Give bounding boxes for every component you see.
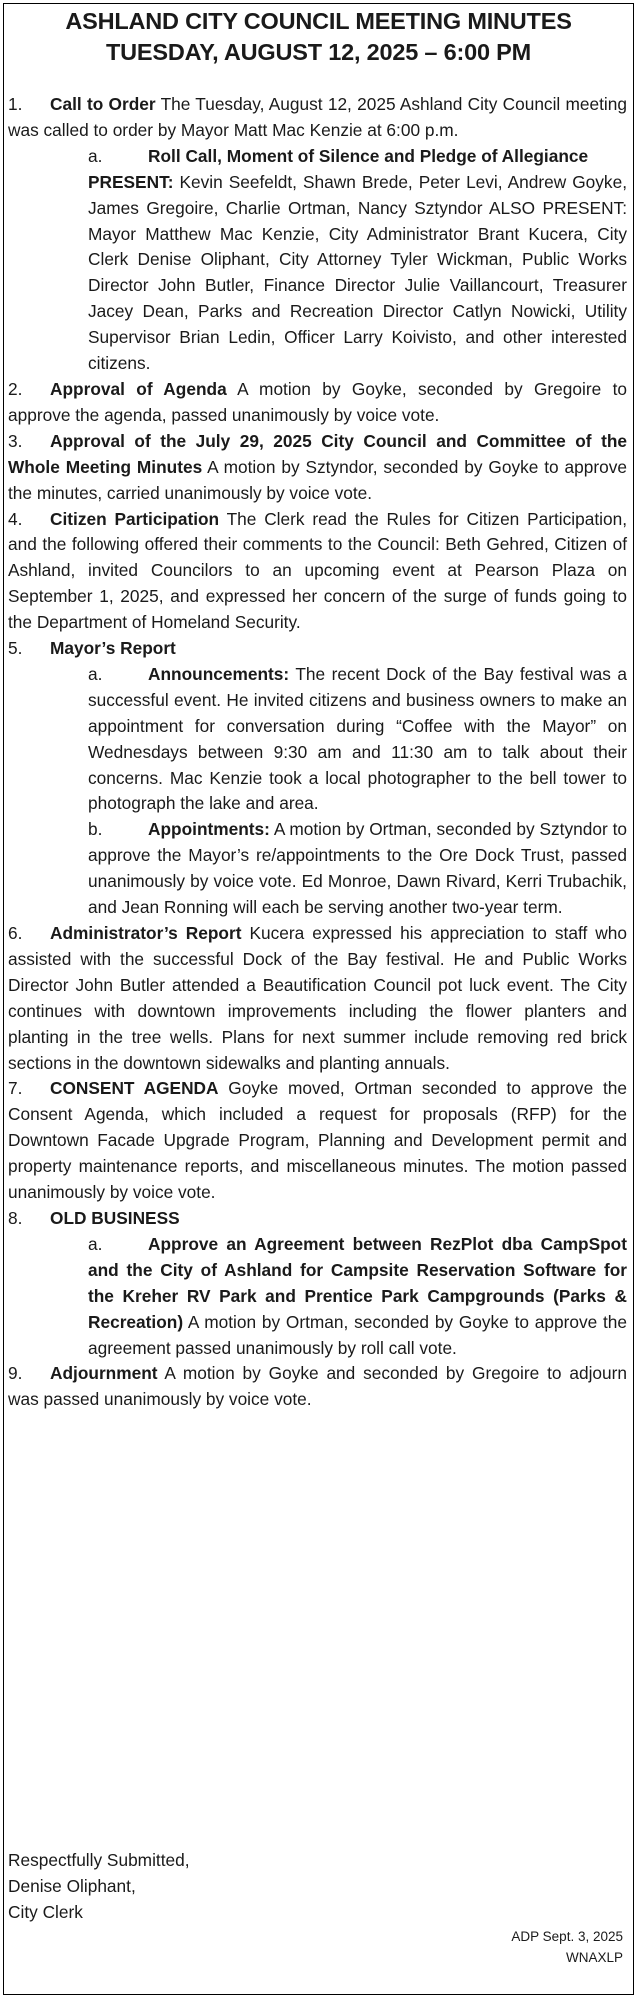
signature-line-1: Respectfully Submitted, [8,1850,190,1870]
signature-line-2: Denise Oliphant, [8,1875,136,1896]
item-citizen-participation: 4. Citizen Participation The Clerk read the Rules for Citizen Participation, and the following offered their comments to the Council: Beth Gehred, Citizen of Ashland, invited Councilors to an upcoming event at Pearson Plaza on September 1, 2025, and expressed her concern of the surge of funds going to the Department of Homeland Security. [8,508,627,633]
title-line-1: ASHLAND CITY COUNCIL MEETING MINUTES [65,8,572,34]
minutes-body [8,92,627,1413]
item-approval-minutes: 3. Approval of the July 29, 2025 City Council and Committee of the Whole Meeting Minutes A motion by Sztyndor, seconded by Goyke to approve the minutes, carried unanimously by voice vote. [8,430,627,503]
footer-line-2: WNAXLP [565,1950,623,1965]
signature-line-3: City Clerk [8,1901,83,1922]
notice-frame [3,3,634,1995]
title-line-2: TUESDAY, AUGUST 12, 2025 – 6:00 PM [105,39,532,65]
item-adjournment: 9. Adjournment A motion by Goyke and seconded by Gregoire to adjourn was passed unanimously by voice vote. [8,1363,627,1410]
footer-line-1: ADP Sept. 3, 2025 [511,1929,623,1944]
signature-block [8,1848,190,1926]
item-approval-agenda: 2. Approval of Agenda A motion by Goyke, seconded by Gregoire to approve the agenda, passed unanimously by voice vote. [8,378,627,425]
item-appointments: b. Appointments: A motion by Ortman, seconded by Sztyndor to approve the Mayor’s re/appointments to the Ore Dock Trust, passed unanimously by voice vote. Ed Monroe, Dawn Rivard, Kerri Trubachik, and Jean Ronning will each be serving another two-year term. [88,819,627,918]
item-administrators-report: 6. Administrator’s Report Kucera expressed his appreciation to staff who assisted with the successful Dock of the Bay festival. He and Public Works Director John Butler attended a Beautification Council pot luck event. The City continues with downtown improvements including the flower planters and planting in the tree wells. Plans for next summer include removing red brick sections in the downtown sidewalks and planting annuals. [8,923,627,1073]
item-mayors-report: 5. Mayor’s Report [8,638,176,659]
item-old-business: 8. OLD BUSINESS [8,1207,180,1228]
item-consent-agenda: 7. CONSENT AGENDA Goyke moved, Ortman seconded to approve the Consent Agenda, which included a request for proposals (RFP) for the Downtown Facade Upgrade Program, Planning and Development permit and property maintenance reports, and miscellaneous minutes. The motion passed unanimously by voice vote. [8,1078,627,1203]
item-roll-call: a. Roll Call, Moment of Silence and Pledge of Allegiance PRESENT: Kevin Seefeldt, Shawn Brede, Peter Levi, Andrew Goyke, James Gregoire, Charlie Ortman, Nancy Sztyndor ALSO PRESENT: Mayor Matthew Mac Kenzie, City Administrator Brant Kucera, City Clerk Denise Oliphant, City Attorney Tyler Wickman, Public Works Director John Butler, Finance Director Julie Vaillancourt, Treasurer Jacey Dean, Parks and Recreation Director Catlyn Nowicki, Utility Supervisor Brian Ledin, Officer Larry Koivisto, and other interested citizens. [88,145,627,374]
item-campspot-agreement: a. Approve an Agreement between RezPlot dba CampSpot and the City of Ashland for Campsite Reservation Software for the Kreher RV Park and Prentice Park Campgrounds (Parks & Recreation) A motion by Ortman, seconded by Goyke to approve the agreement passed unanimously by roll call vote. [88,1233,627,1358]
notice-title [4,6,633,68]
publication-footer [511,1926,623,1968]
item-call-to-order: 1. Call to Order The Tuesday, August 12, 2025 Ashland City Council meeting was called to order by Mayor Matt Mac Kenzie at 6:00 p.m. [8,94,627,140]
item-announcements: a. Announcements: The recent Dock of the Bay festival was a successful event. He invited citizens and business owners to make an appointment for conversation during “Coffee with the Mayor” on Wednesdays between 9:30 am and 11:30 am to talk about their concerns. Mac Kenzie took a local photographer to the bell tower to photograph the lake and area. [88,663,627,814]
